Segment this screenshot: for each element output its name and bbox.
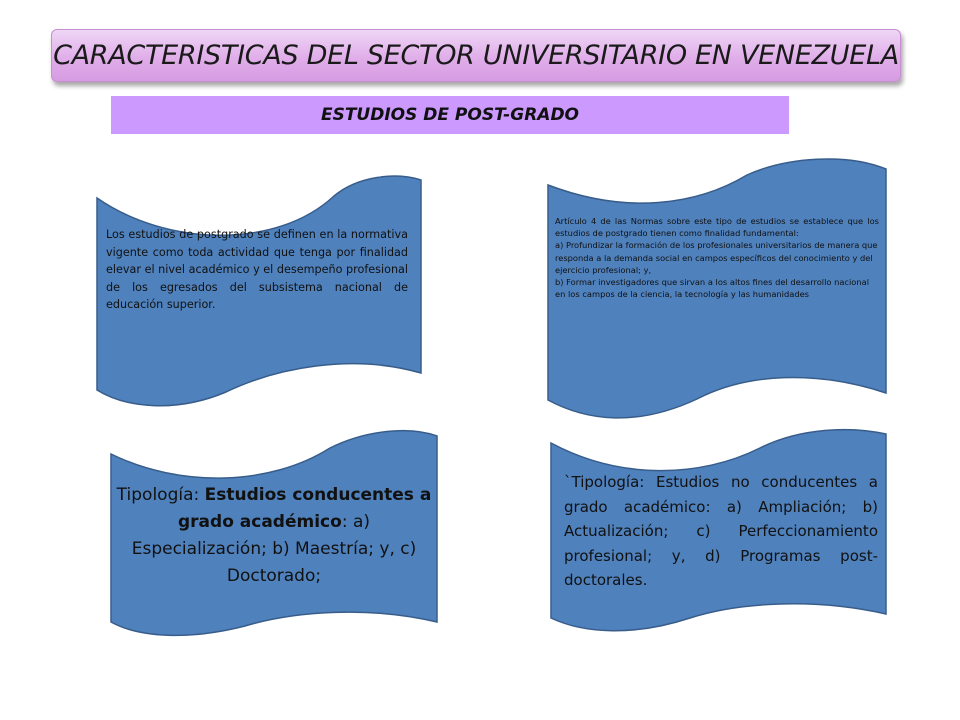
no-conducentes-banner: [550, 428, 887, 628]
slide-title-box: [51, 29, 901, 82]
conducentes-prefix: Tipología:: [116, 485, 205, 505]
conducentes-text: [114, 482, 434, 590]
definition-banner: [96, 168, 422, 403]
article-item-b: b) Formar investigadores que sirvan a los altos fines del desarrollo nacional en los campos de la ciencia, la tecnología y las humanidades: [555, 277, 870, 300]
article-banner: [547, 155, 887, 420]
conducentes-bold: Estudios conducentes a grado académico: [178, 485, 432, 532]
definition-text: Los estudios de postgrado se definen en la normativa vigente como toda actividad que tenga por finalidad elevar el nivel académico y el desempeño profesional de los egresados del subsistema nacional de educación superior.: [106, 228, 408, 311]
slide-title: CARACTERISTICAS DEL SECTOR UNIVERSITARIO EN VENEZUELA: [53, 40, 899, 71]
conducentes-rest: : a) Especialización; b) Maestría; y, c) Doctorado;: [131, 512, 417, 586]
conducentes-banner: [110, 426, 438, 626]
article-item-a: a) Profundizar la formación de los profesionales universitarios de manera que responda a la demanda social en campos específicos del conocimiento y del ejercicio profesional; y,: [555, 240, 878, 275]
section-subtitle: ESTUDIOS DE POST-GRADO: [320, 105, 580, 125]
section-subtitle-box: [111, 96, 789, 134]
article-text: [555, 215, 879, 300]
article-intro: Artículo 4 de las Normas sobre este tipo de estudios se establece que los estudios de postgrado tienen como finalidad fundamental:: [555, 216, 879, 239]
no-conducentes-text: `Tipología: Estudios no conducentes a grado académico: a) Ampliación; b) Actualización; c) Perfeccionamiento profesional; y, d) Programas post-doctorales.: [564, 473, 878, 589]
